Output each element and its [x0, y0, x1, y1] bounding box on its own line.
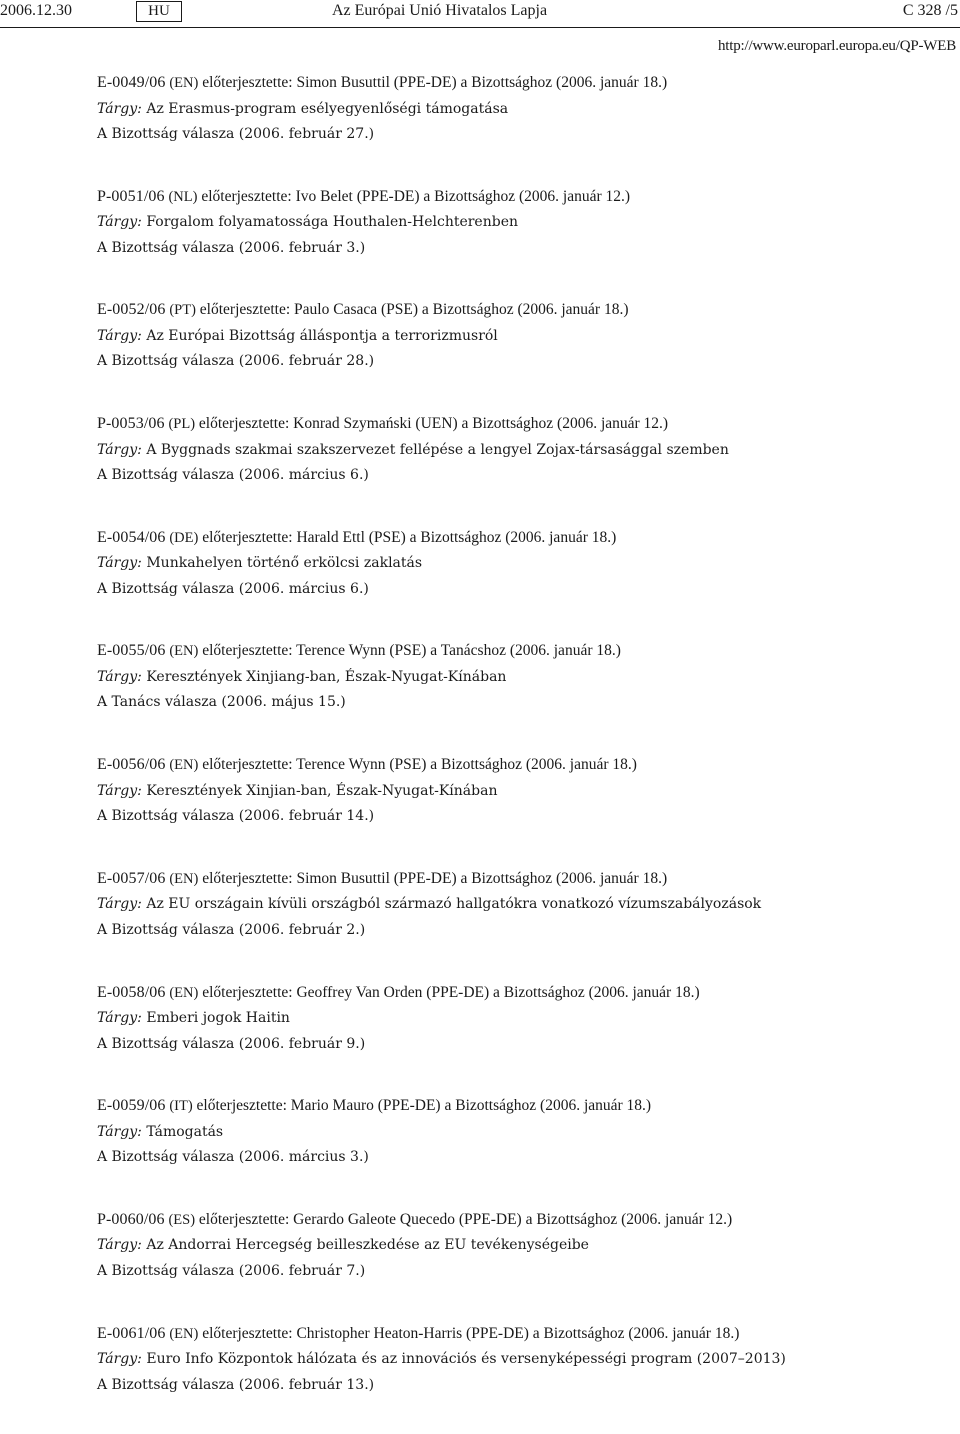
- question-reply: A Bizottság válasza (2006. február 28.): [97, 353, 375, 370]
- question-entry: [97, 752, 927, 866]
- question-header-line: [97, 1207, 927, 1234]
- question-entry: [97, 184, 927, 298]
- subject-label: Tárgy:: [97, 782, 142, 799]
- question-header-line: [97, 70, 927, 97]
- question-author: előterjesztette: Gerardo Galeote Quecedo (PPE-DE) a Bizottsághoz (2006. január 12.): [198, 1210, 733, 1228]
- question-language: (EN): [169, 643, 199, 660]
- question-entry: [97, 70, 927, 184]
- question-header-line: [97, 752, 927, 779]
- question-header-line: [97, 184, 927, 211]
- question-subject: Munkahelyen történő erkölcsi zaklatás: [146, 555, 423, 572]
- question-language: (IT): [169, 1098, 193, 1115]
- question-subject: Euro Info Központok hálózata és az innovációs és versenyképességi program (2007–2013): [146, 1351, 786, 1368]
- question-language: (NL): [168, 188, 198, 205]
- question-subject: Támogatás: [146, 1123, 224, 1140]
- question-reply: A Bizottság válasza (2006. február 9.): [97, 1035, 366, 1052]
- question-entry: [97, 866, 927, 980]
- question-subject-line: [97, 1347, 927, 1373]
- question-author: előterjesztette: Harald Ettl (PSE) a Bizottsághoz (2006. január 18.): [202, 528, 617, 546]
- question-subject-line: [97, 324, 927, 350]
- question-reference: E-0061/06: [97, 1324, 166, 1342]
- question-header-line: [97, 297, 927, 324]
- question-reply: A Bizottság válasza (2006. március 6.): [97, 580, 369, 597]
- question-reference: P-0060/06: [97, 1210, 165, 1228]
- question-reply: A Bizottság válasza (2006. február 3.): [97, 239, 366, 256]
- question-subject-line: [97, 1120, 927, 1146]
- question-language: (PT): [169, 302, 196, 319]
- question-subject: Az Erasmus-program esélyegyenlőségi támogatása: [146, 100, 509, 117]
- question-subject: Keresztények Xinjiang-ban, Észak-Nyugat-Kínában: [146, 668, 507, 685]
- question-subject-line: [97, 892, 927, 918]
- question-author: előterjesztette: Christopher Heaton-Harris (PPE-DE) a Bizottsághoz (2006. január 18.): [202, 1324, 740, 1342]
- subject-label: Tárgy:: [97, 327, 142, 344]
- question-reference: P-0051/06: [97, 187, 165, 205]
- question-language: (DE): [169, 529, 199, 546]
- question-language: (ES): [168, 1211, 196, 1228]
- question-author: előterjesztette: Paulo Casaca (PSE) a Bizottsághoz (2006. január 18.): [199, 301, 629, 319]
- question-author: előterjesztette: Terence Wynn (PSE) a Tanácshoz (2006. január 18.): [202, 642, 621, 660]
- question-header-line: [97, 411, 927, 438]
- question-reply: A Bizottság válasza (2006. február 7.): [97, 1262, 366, 1279]
- question-header-line: [97, 638, 927, 665]
- question-entry: [97, 525, 927, 639]
- journal-title: Az Európai Unió Hivatalos Lapja: [332, 2, 548, 19]
- subject-label: Tárgy:: [97, 100, 142, 117]
- question-subject-line: [97, 210, 927, 236]
- subject-label: Tárgy:: [97, 1010, 142, 1026]
- question-reference: E-0059/06: [97, 1097, 166, 1115]
- subject-label: Tárgy:: [97, 668, 142, 685]
- subject-label: Tárgy:: [97, 555, 142, 572]
- question-reference: E-0055/06: [97, 642, 166, 660]
- question-subject: Az EU országain kívüli országból származó hallgatókra vonatkozó vízumszabályozások: [146, 896, 762, 913]
- question-author: előterjesztette: Terence Wynn (PSE) a Bizottsághoz (2006. január 18.): [202, 756, 637, 774]
- publication-date: 2006.12.30: [0, 2, 72, 19]
- question-reference: E-0058/06: [97, 983, 166, 1001]
- question-subject-line: [97, 1233, 927, 1259]
- page-number: C 328 /5: [902, 2, 958, 19]
- question-reference: E-0056/06: [97, 756, 166, 774]
- question-author: előterjesztette: Geoffrey Van Orden (PPE-DE) a Bizottsághoz (2006. január 18.): [202, 983, 700, 1001]
- header-divider: [0, 27, 960, 28]
- question-author: előterjesztette: Ivo Belet (PPE-DE) a Bizottsághoz (2006. január 12.): [201, 187, 631, 205]
- question-header-line: [97, 866, 927, 893]
- question-header-line: [97, 1321, 927, 1348]
- question-subject: Keresztények Xinjian-ban, Észak-Nyugat-Kínában: [146, 782, 498, 799]
- question-author: előterjesztette: Mario Mauro (PPE-DE) a Bizottsághoz (2006. január 18.): [196, 1097, 652, 1115]
- question-entry: [97, 1207, 927, 1321]
- question-subject-line: [97, 665, 927, 691]
- question-subject: Az Európai Bizottság álláspontja a terrorizmusról: [146, 327, 498, 344]
- question-header-line: [97, 1093, 927, 1120]
- question-subject: A Byggnads szakmai szakszervezet fellépése a lengyel Zojax-társasággal szemben: [146, 441, 729, 458]
- question-reference: E-0057/06: [97, 869, 166, 887]
- question-entry: [97, 1093, 927, 1207]
- question-reply: A Bizottság válasza (2006. február 13.): [97, 1376, 375, 1393]
- question-reference: P-0053/06: [97, 415, 165, 433]
- question-subject: Az Andorrai Hercegség beilleszkedése az EU tevékenységeibe: [146, 1237, 589, 1254]
- question-subject-line: [97, 1006, 927, 1032]
- question-reply: A Bizottság válasza (2006. február 2.): [97, 921, 366, 938]
- question-reply: A Bizottság válasza (2006. március 3.): [97, 1149, 369, 1166]
- subject-label: Tárgy:: [97, 896, 142, 913]
- subject-label: Tárgy:: [97, 1351, 142, 1368]
- question-entry: [97, 980, 927, 1094]
- question-language: (EN): [169, 757, 199, 774]
- question-reply: A Bizottság válasza (2006. február 27.): [97, 126, 375, 142]
- source-url[interactable]: http://www.europarl.europa.eu/QP-WEB: [717, 38, 956, 54]
- question-language: (EN): [169, 1325, 199, 1342]
- question-reply: A Tanács válasza (2006. május 15.): [97, 694, 346, 711]
- page-header: [0, 0, 960, 28]
- question-reference: E-0052/06: [97, 301, 166, 319]
- question-subject-line: [97, 779, 927, 805]
- question-entry: [97, 1321, 927, 1434]
- question-list: [97, 70, 927, 1434]
- question-subject-line: [97, 551, 927, 577]
- subject-label: Tárgy:: [97, 214, 142, 231]
- subject-label: Tárgy:: [97, 1237, 142, 1254]
- question-subject: Emberi jogok Haitin: [146, 1010, 290, 1026]
- question-language: (EN): [169, 75, 199, 91]
- question-entry: [97, 297, 927, 411]
- question-header-line: [97, 980, 927, 1007]
- question-author: előterjesztette: Simon Busuttil (PPE-DE) a Bizottsághoz (2006. január 18.): [202, 74, 668, 91]
- question-author: előterjesztette: Konrad Szymański (UEN) a Bizottsághoz (2006. január 12.): [198, 415, 669, 433]
- question-reply: A Bizottság válasza (2006. február 14.): [97, 808, 375, 825]
- subject-label: Tárgy:: [97, 441, 142, 458]
- question-reference: E-0054/06: [97, 528, 166, 546]
- question-language: (EN): [169, 870, 199, 887]
- question-entry: [97, 411, 927, 525]
- question-reference: E-0049/06: [97, 74, 166, 91]
- question-subject: Forgalom folyamatossága Houthalen-Helchterenben: [146, 214, 518, 231]
- question-reply: A Bizottság válasza (2006. március 6.): [97, 467, 369, 484]
- question-author: előterjesztette: Simon Busuttil (PPE-DE) a Bizottsághoz (2006. január 18.): [202, 869, 668, 887]
- question-language: (EN): [169, 984, 199, 1001]
- question-header-line: [97, 525, 927, 552]
- question-subject-line: [97, 97, 927, 123]
- question-subject-line: [97, 438, 927, 464]
- subject-label: Tárgy:: [97, 1123, 142, 1140]
- question-entry: [97, 638, 927, 752]
- language-code-box: HU: [136, 1, 182, 22]
- question-language: (PL): [168, 416, 196, 433]
